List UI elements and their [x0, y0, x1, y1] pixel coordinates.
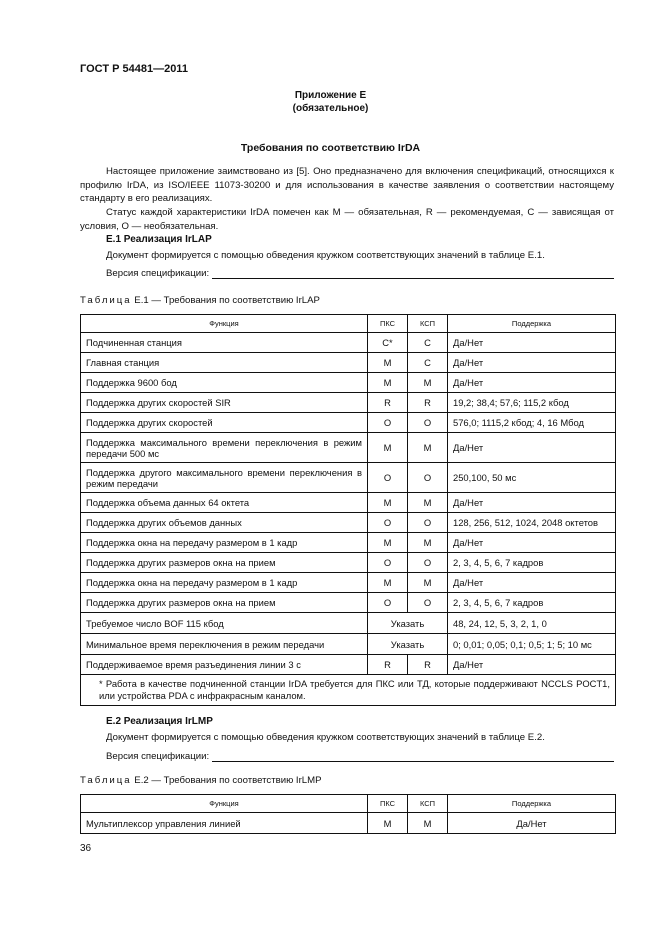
cell-ksp: О: [408, 553, 448, 573]
cell-function: Поддержка других размеров окна на прием: [81, 593, 368, 613]
cell-support: 48, 24, 12, 5, 3, 2, 1, 0: [448, 613, 616, 634]
cell-function: Поддержка других скоростей SIR: [81, 393, 368, 413]
cell-pks: R: [368, 655, 408, 675]
table-row: [81, 433, 616, 463]
cell-pks: О: [368, 553, 408, 573]
table-row: [81, 413, 616, 433]
cell-function: Поддержка других скоростей: [81, 413, 368, 433]
table-row: [81, 493, 616, 513]
cell-ksp: М: [408, 813, 448, 834]
table-row: [81, 593, 616, 613]
cell-pks: М: [368, 493, 408, 513]
cell-function: Поддержка окна на передачу размером в 1 кадр: [81, 533, 368, 553]
table-row: [81, 463, 616, 493]
header-ksp: КСП: [408, 315, 448, 333]
caption-prefix: Таблица: [80, 295, 132, 306]
cell-support: Да/Нет: [448, 533, 616, 553]
cell-function: Требуемое число BOF 115 кбод: [81, 613, 368, 634]
annex-subtitle: (обязательное): [292, 103, 369, 114]
table-2: [80, 794, 616, 834]
table-1-caption: [80, 295, 320, 306]
cell-pks: О: [368, 513, 408, 533]
cell-support: Да/Нет: [448, 433, 616, 463]
cell-ksp: М: [408, 373, 448, 393]
cell-pks: М: [368, 433, 408, 463]
cell-ksp: С: [408, 353, 448, 373]
caption-prefix: Таблица: [80, 775, 132, 786]
cell-function: Поддерживаемое время разъединения линии 3 с: [81, 655, 368, 675]
table-1-note-row: [81, 675, 616, 706]
table-row: [81, 353, 616, 373]
cell-pks: О: [368, 413, 408, 433]
cell-function: Подчиненная станция: [81, 333, 368, 353]
header-function: Функция: [81, 795, 368, 813]
cell-ksp: М: [408, 433, 448, 463]
cell-pks: М: [368, 373, 408, 393]
cell-support: 128, 256, 512, 1024, 2048 октетов: [448, 513, 616, 533]
table-row: [81, 655, 616, 675]
annex-title: Приложение Е: [294, 90, 367, 101]
version-blank: [212, 751, 614, 762]
header-pks: ПКС: [368, 795, 408, 813]
table-row: [81, 393, 616, 413]
cell-ksp: М: [408, 493, 448, 513]
table-row: [81, 813, 616, 834]
cell-support: Да/Нет: [448, 655, 616, 675]
caption-text: Е.2 — Требования по соответствию IrLMP: [134, 775, 322, 786]
cell-function: Поддержка объема данных 64 октета: [81, 493, 368, 513]
cell-pks: С*: [368, 333, 408, 353]
cell-support: 250,100, 50 мс: [448, 463, 616, 493]
table-1-footnote: * Работа в качестве подчиненной станции IrDA требуется для ПКС или ТД, которые поддерживают NCCLS POCT1, или устройства PDA с инфракрасным каналом.: [81, 675, 616, 706]
cell-ksp: М: [408, 573, 448, 593]
cell-ksp: М: [408, 533, 448, 553]
table-1: [80, 314, 616, 706]
version-blank: [212, 268, 614, 279]
cell-support: 0; 0,01; 0,05; 0,1; 0,5; 1; 5; 10 мс: [448, 634, 616, 655]
table-2-caption: [80, 775, 322, 786]
cell-ksp: О: [408, 513, 448, 533]
header-support: Поддержка: [448, 795, 616, 813]
section-2-text: Документ формируется с помощью обведения кружком соответствующих значений в таблице Е.2.: [106, 732, 545, 743]
cell-function: Мультиплексор управления линией: [81, 813, 368, 834]
cell-support: Да/Нет: [448, 813, 616, 834]
cell-specify: Указать: [368, 634, 448, 655]
cell-ksp: R: [408, 655, 448, 675]
cell-function: Поддержка максимального времени переключения в режим передачи 500 мс: [81, 433, 368, 463]
table-row: [81, 634, 616, 655]
annex-heading: Требования по соответствию IrDA: [240, 142, 421, 154]
cell-support: Да/Нет: [448, 573, 616, 593]
cell-specify: Указать: [368, 613, 448, 634]
cell-pks: R: [368, 393, 408, 413]
section-2-title: Е.2 Реализация IrLMP: [106, 716, 213, 727]
table-row: [81, 613, 616, 634]
cell-pks: О: [368, 593, 408, 613]
cell-support: 2, 3, 4, 5, 6, 7 кадров: [448, 553, 616, 573]
header-function: Функция: [81, 315, 368, 333]
header-pks: ПКС: [368, 315, 408, 333]
table-row: [81, 533, 616, 553]
cell-ksp: R: [408, 393, 448, 413]
table-row: [81, 333, 616, 353]
cell-pks: О: [368, 463, 408, 493]
section-2-version-line: [106, 751, 614, 762]
cell-pks: М: [368, 353, 408, 373]
header-support: Поддержка: [448, 315, 616, 333]
cell-function: Минимальное время переключения в режим передачи: [81, 634, 368, 655]
cell-pks: М: [368, 813, 408, 834]
cell-function: Поддержка другого максимального времени переключения в режим передачи: [81, 463, 368, 493]
caption-text: Е.1 — Требования по соответствию IrLAP: [134, 295, 320, 306]
table-row: [81, 573, 616, 593]
table-1-header-row: [81, 315, 616, 333]
cell-support: Да/Нет: [448, 373, 616, 393]
cell-support: 576,0; 1115,2 кбод; 4, 16 Мбод: [448, 413, 616, 433]
cell-ksp: О: [408, 413, 448, 433]
document-code: ГОСТ Р 54481—2011: [80, 63, 188, 75]
version-label: Версия спецификации:: [106, 751, 210, 762]
table-row: [81, 553, 616, 573]
cell-function: Главная станция: [81, 353, 368, 373]
cell-support: 19,2; 38,4; 57,6; 115,2 кбод: [448, 393, 616, 413]
cell-function: Поддержка окна на передачу размером в 1 кадр: [81, 573, 368, 593]
cell-support: 2, 3, 4, 5, 6, 7 кадров: [448, 593, 616, 613]
intro-paragraph-2: Статус каждой характеристики IrDA помечен как М — обязательная, R — рекомендуемая, С — зависящая от условия, О — необязательная.: [80, 207, 614, 232]
cell-support: Да/Нет: [448, 493, 616, 513]
version-label: Версия спецификации:: [106, 268, 210, 279]
section-1-title: E.1 Реализация IrLAP: [106, 234, 212, 245]
cell-function: Поддержка других размеров окна на прием: [81, 553, 368, 573]
cell-support: Да/Нет: [448, 353, 616, 373]
table-2-header-row: [81, 795, 616, 813]
cell-function: Поддержка 9600 бод: [81, 373, 368, 393]
page-number: 36: [80, 843, 92, 854]
table-row: [81, 373, 616, 393]
intro-paragraph-1: Настоящее приложение заимствовано из [5]. Оно предназначено для включения спецификаций, относящихся к профилю IrDA, из ISO/IEEE 11073-30200 и для использования в качестве заявления о соответствии настоящему стандарту в его реализациях.: [80, 166, 614, 204]
cell-ksp: О: [408, 463, 448, 493]
cell-pks: М: [368, 533, 408, 553]
cell-pks: М: [368, 573, 408, 593]
cell-support: Да/Нет: [448, 333, 616, 353]
cell-ksp: О: [408, 593, 448, 613]
section-1-text: Документ формируется с помощью обведения кружком соответствующих значений в таблице Е.1.: [106, 250, 545, 261]
header-ksp: КСП: [408, 795, 448, 813]
section-1-version-line: [106, 268, 614, 279]
cell-function: Поддержка других объемов данных: [81, 513, 368, 533]
cell-ksp: С: [408, 333, 448, 353]
table-row: [81, 513, 616, 533]
